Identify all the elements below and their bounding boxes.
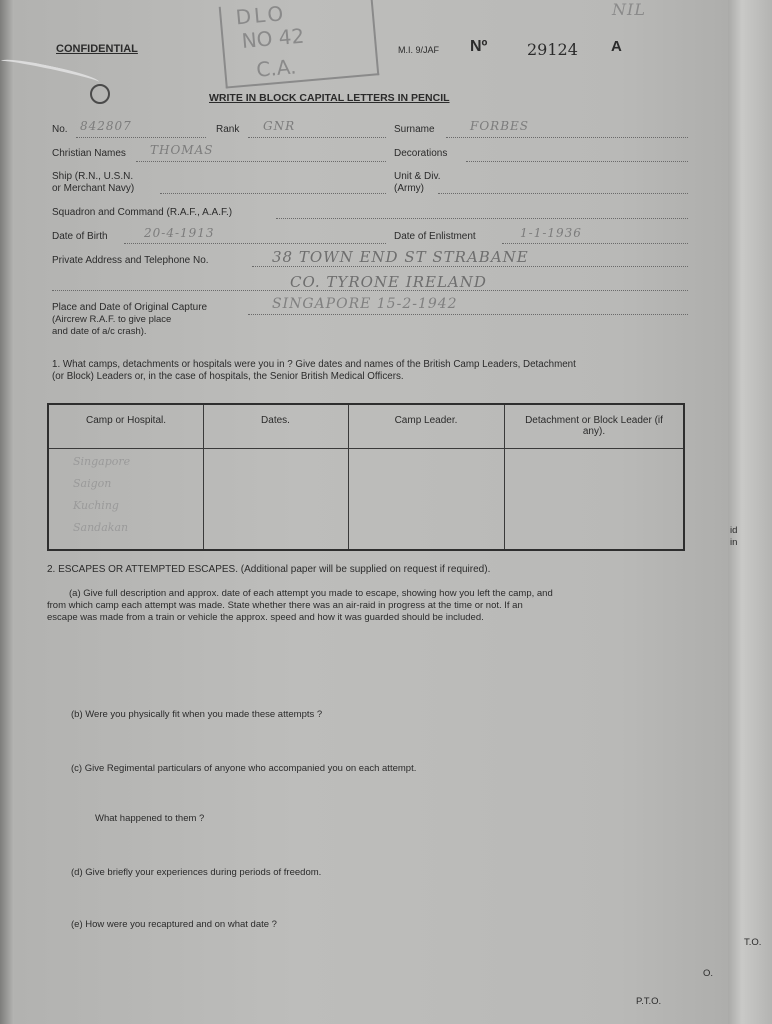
christian-names-line [136,161,386,162]
enlistment-line [502,243,688,244]
address-line-1: 38 TOWN END ST STRABANE [272,248,529,266]
no-value: 842807 [80,119,132,133]
unit-line [438,193,688,194]
margin-fragment: T.O. [744,937,762,948]
ship-label [52,171,134,195]
header-dates: Dates. [261,415,290,426]
page-binding-edge [0,0,14,1024]
christian-names-value: THOMAS [150,143,214,157]
unit-label-line-1: Unit & Div. [394,171,441,182]
section-2c: (c) Give Regimental particulars of anyone who accompanied you on each attempt. [71,763,417,774]
address-underline-1 [252,266,688,267]
pto-label: P.T.O. [636,996,662,1007]
form-title: WRITE IN BLOCK CAPITAL LETTERS IN PENCIL [209,92,450,104]
address-underline-2 [52,290,688,291]
section-2-heading: 2. ESCAPES OR ATTEMPTED ESCAPES. (Additional paper will be supplied on request if required). [47,564,491,575]
capture-value: SINGAPORE 15-2-1942 [272,296,458,312]
office-stamp [219,0,380,89]
no-label: No. [52,124,68,135]
enlistment-value: 1-1-1936 [520,226,582,240]
squadron-line [276,218,688,219]
table-header-rule [49,448,683,449]
ship-label-line-2: or Merchant Navy) [52,183,135,194]
stamp-line-2: NO 42 [240,23,306,53]
decorations-line [466,161,688,162]
ship-label-line-1: Ship (R.N., U.S.N. [52,171,134,182]
capture-label-line-3: and date of a/c crash). [52,326,147,337]
underlying-sheet [722,0,772,1024]
no-line [76,137,206,138]
stamp-line-3: C.A. [255,54,298,82]
section-2a-line-2: from which camp each attempt was made. State whether there was an air-raid in progress at the time or not. If an [47,600,523,611]
table-divider-3 [504,405,505,549]
question-1-line-1: 1. What camps, detachments or hospitals were you in ? Give dates and names of the British Camp Leaders, Detachment [52,359,576,370]
rank-value: GNR [263,119,296,133]
section-2d: (d) Give briefly your experiences during periods of freedom. [71,867,322,878]
section-2e: (e) How were you recaptured and on what date ? [71,919,277,930]
header-detachment-leader: Detachment or Block Leader (if any). [525,415,663,437]
confidential-label: CONFIDENTIAL [56,43,138,55]
table-divider-2 [348,405,349,549]
camp-entry: Saigon [73,477,112,490]
margin-fragment: id [730,525,738,536]
rank-label: Rank [216,124,240,135]
binding-ring [90,84,110,104]
surname-value: FORBES [470,119,529,133]
table-divider-1 [203,405,204,549]
camp-entry: Sandakan [73,521,129,534]
camp-entry: Kuching [73,499,119,512]
header-camp-or-hospital: Camp or Hospital. [85,415,167,426]
christian-names-label: Christian Names [52,148,126,159]
dob-label: Date of Birth [52,231,108,242]
capture-label-line-2: (Aircrew R.A.F. to give place [52,314,172,325]
enlistment-label: Date of Enlistment [394,231,476,242]
capture-label-line-1: Place and Date of Original Capture [52,302,208,313]
rank-line [248,137,386,138]
margin-fragment: in [730,537,738,548]
unit-label-line-2: (Army) [394,183,424,194]
capture-line [248,314,688,315]
squadron-label: Squadron and Command (R.A.F., A.A.F.) [52,207,233,218]
surname-label: Surname [394,124,435,135]
capture-label [52,302,207,338]
address-line-2: CO. TYRONE IRELAND [290,273,487,291]
corner-mark: NIL [612,0,646,19]
section-2a-line-1: (a) Give full description and approx. date of each attempt you made to escape, showing how you left the camp, and [69,588,553,599]
ship-line [160,193,386,194]
form-suffix: A [611,38,622,55]
header-camp-leader: Camp Leader. [394,415,458,426]
camp-entry: Singapore [73,455,131,468]
dob-line [124,243,386,244]
number-label: Nº [470,38,488,55]
decorations-label: Decorations [394,148,448,159]
form-number: 29124 [527,40,578,59]
camps-table [47,403,685,551]
dob-value: 20-4-1913 [144,226,215,240]
section-2a-line-3: escape was made from a train or vehicle the approx. speed and how it was guarded should be included. [47,612,484,623]
section-2c-followup: What happened to them ? [95,813,205,824]
surname-line [446,137,688,138]
camp-entries [73,451,130,539]
section-2b: (b) Were you physically fit when you made these attempts ? [71,709,323,720]
question-1-line-2: (or Block) Leaders or, in the case of hospitals, the Senior British Medical Officers. [52,371,404,382]
margin-fragment: O. [703,968,714,979]
stamp-line-1: DLO [234,1,288,30]
address-label: Private Address and Telephone No. [52,255,209,266]
form-code: M.I. 9/JAF [398,45,440,55]
unit-label [394,171,441,195]
